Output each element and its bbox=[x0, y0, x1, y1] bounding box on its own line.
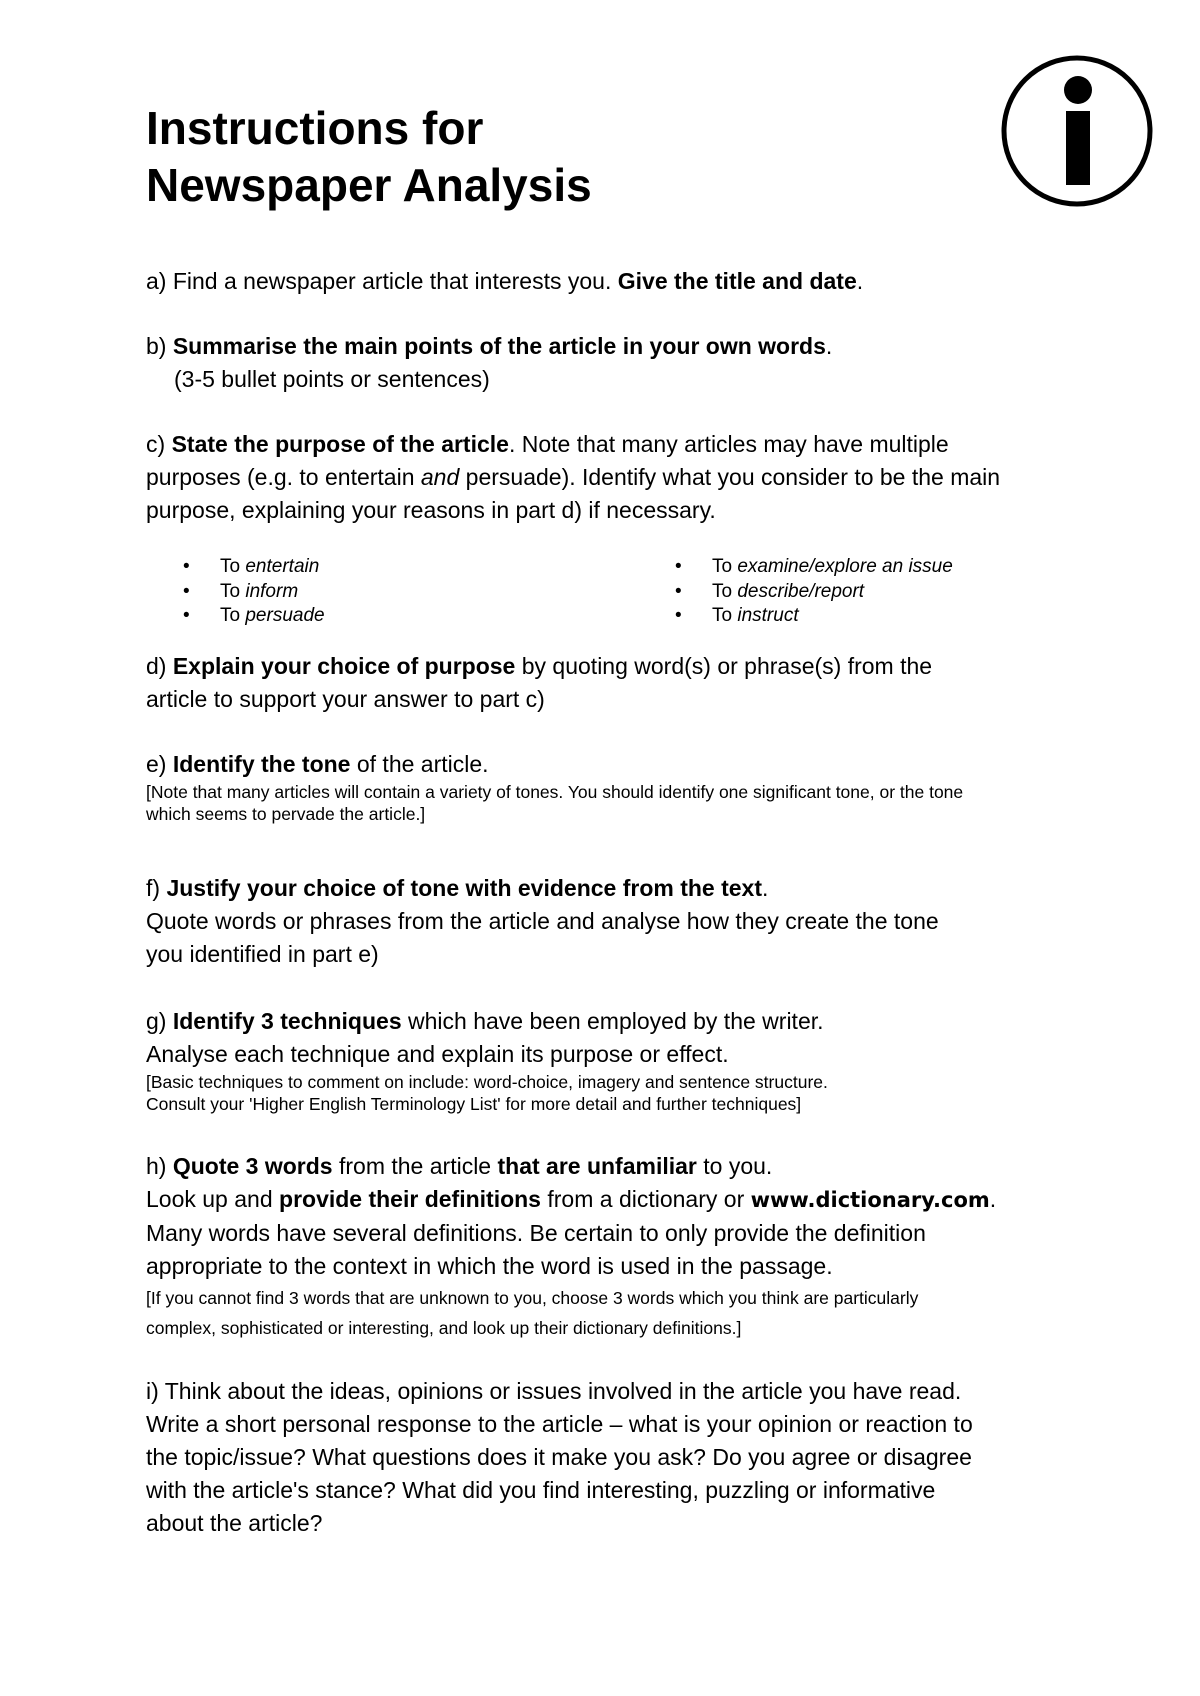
purpose-item: • To instruct bbox=[672, 604, 953, 629]
purpose-item: • To inform bbox=[180, 580, 325, 605]
purpose-item: • To entertain bbox=[180, 555, 325, 580]
section-e: e) Identify the tone of the article. [Note that many articles will contain a variety of tones. You should identify one significant tone, or the tone which seems to pervade the article.] bbox=[146, 751, 964, 824]
section-d: d) Explain your choice of purpose by quoting word(s) or phrase(s) from the article to support your answer to part c) bbox=[146, 653, 933, 712]
page-title bbox=[146, 100, 592, 214]
title-line-2: Newspaper Analysis bbox=[146, 159, 592, 211]
purpose-list-left bbox=[180, 555, 325, 629]
dictionary-website: www.dictionary.com bbox=[750, 1188, 990, 1212]
purpose-list bbox=[180, 555, 1080, 630]
section-b: b) Summarise the main points of the article in your own words. (3-5 bullet points or sentences) bbox=[146, 333, 833, 392]
section-f: f) Justify your choice of tone with evidence from the text. Quote words or phrases from the article and analyse how they create the tone you identified in part e) bbox=[146, 875, 939, 967]
purpose-item: • To examine/explore an issue bbox=[672, 555, 953, 580]
info-icon bbox=[1001, 55, 1153, 207]
purpose-list-right bbox=[672, 555, 953, 629]
section-g: g) Identify 3 techniques which have been employed by the writer. Analyse each technique and explain its purpose or effect. [Basic techniques to comment on include: word-choice, imagery and sentence structure. Consult your 'Higher English Terminology List' for more detail and further techniques] bbox=[146, 1008, 828, 1114]
title-line-1: Instructions for bbox=[146, 102, 484, 154]
section-c: c) State the purpose of the article. Note that many articles may have multiple purposes (e.g. to entertain and persuade). Identify what you consider to be the main purpose, explaining your reasons in part d) if necessary. bbox=[146, 431, 1001, 523]
purpose-item: • To describe/report bbox=[672, 580, 953, 605]
section-i: i) Think about the ideas, opinions or issues involved in the article you have read. Write a short personal response to the article – what is your opinion or reaction to the topic/issue? What questions does it make you ask? Do you agree or disagree with the article's stance? What did you find interesting, puzzling or informative about the article? bbox=[146, 1378, 973, 1536]
section-a: a) Find a newspaper article that interests you. Give the title and date. bbox=[146, 268, 864, 294]
purpose-item: • To persuade bbox=[180, 604, 325, 629]
section-h: h) Quote 3 words from the article that are unfamiliar to you. Look up and provide their definitions from a dictionary or www.dictionary.com. Many words have several definitions. Be certain to only provide the definition appropriate to the context in which the word is used in the passage. [If you cannot find 3 words that are unknown to you, choose 3 words which you think are particularly complex, sophisticated or interesting, and look up their dictionary definitions.] bbox=[146, 1153, 997, 1338]
